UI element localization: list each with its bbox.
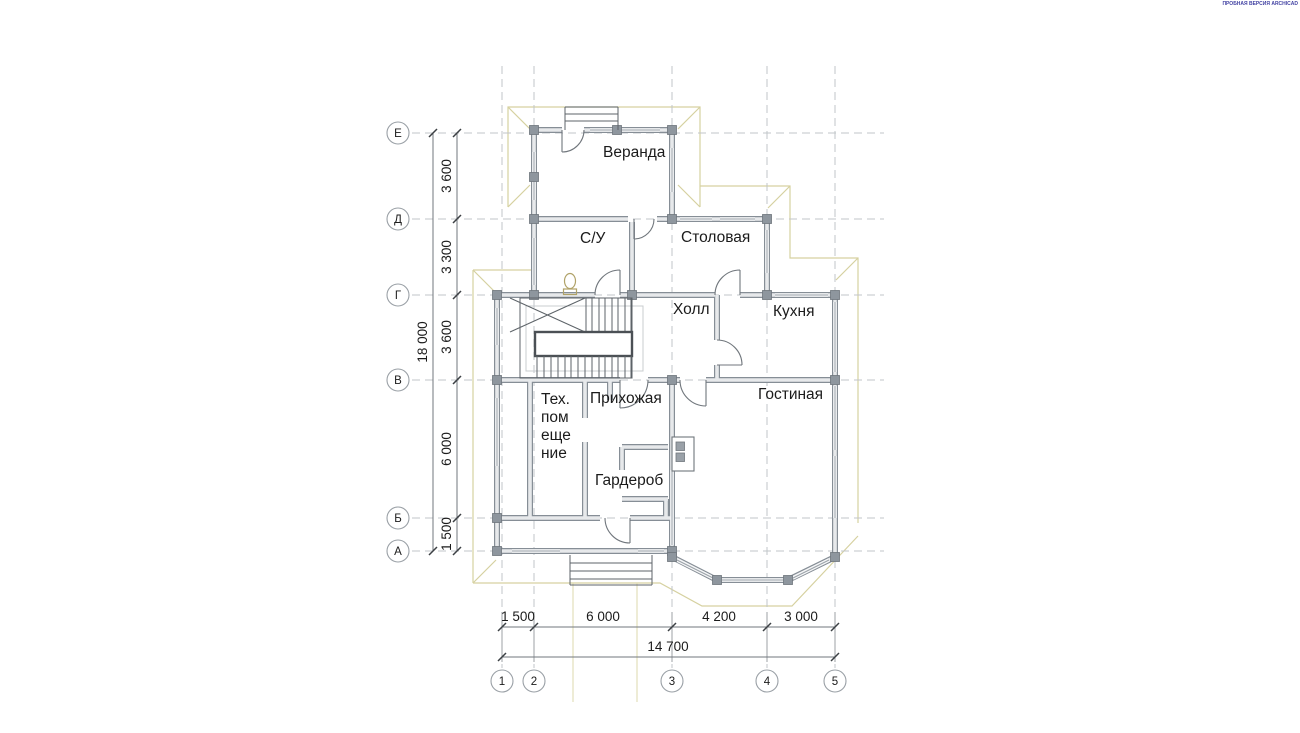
dim-bottom-total: 14 700 xyxy=(647,639,689,654)
dim-left-seg-5: 1 500 xyxy=(439,517,454,551)
axis-label-row-b: Б xyxy=(394,513,402,525)
dim-bottom-seg-3: 4 200 xyxy=(702,609,736,624)
axis-label-col-5: 5 xyxy=(831,676,839,688)
room-label-living: Гостиная xyxy=(758,386,824,403)
axis-label-col-3: 3 xyxy=(668,676,676,688)
room-label-veranda: Веранда xyxy=(603,144,666,161)
dim-left-seg-1: 3 600 xyxy=(439,159,454,193)
room-label-tech-line1: Тех. xyxy=(541,391,570,408)
room-label-dining: Столовая xyxy=(681,229,751,246)
dim-left-seg-2: 3 300 xyxy=(439,240,454,274)
dim-bottom-seg-4: 3 000 xyxy=(784,609,818,624)
staircase xyxy=(510,298,643,378)
dim-left-seg-4: 6 000 xyxy=(439,432,454,466)
room-label-tech-line4: ние xyxy=(541,445,567,462)
dim-left-total: 18 000 xyxy=(415,321,430,363)
axis-label-col-1: 1 xyxy=(498,676,506,688)
axis-label-row-g: Г xyxy=(394,290,402,302)
axis-label-col-2: 2 xyxy=(530,676,538,688)
bottom-dimension-chain xyxy=(498,609,839,662)
room-label-tech-line3: еще xyxy=(541,427,571,444)
dim-left-seg-3: 3 600 xyxy=(439,320,454,354)
axis-bubbles-rows xyxy=(387,122,409,562)
room-label-su: С/У xyxy=(580,230,606,247)
axis-label-row-v: В xyxy=(394,375,402,387)
dim-bottom-seg-1: 1 500 xyxy=(501,609,535,624)
axis-label-row-e: Е xyxy=(394,128,402,140)
entry-steps xyxy=(565,107,652,585)
axis-bubbles-columns xyxy=(491,670,846,692)
left-dimension-chain xyxy=(415,129,461,555)
fireplace xyxy=(672,437,694,471)
axis-label-col-4: 4 xyxy=(763,676,771,688)
toilet-fixture xyxy=(564,274,577,295)
axis-label-row-a: А xyxy=(394,546,402,558)
room-label-hall: Холл xyxy=(673,301,710,318)
dim-bottom-seg-2: 6 000 xyxy=(586,609,620,624)
watermark-text: ПРОБНАЯ ВЕРСИЯ ARCHICAD xyxy=(1222,1,1298,7)
room-label-wardrobe: Гардероб xyxy=(595,472,664,489)
room-label-kitchen: Кухня xyxy=(773,303,815,320)
axis-label-row-d: Д xyxy=(394,214,402,226)
room-label-tech xyxy=(541,391,571,462)
room-label-tech-line2: пом xyxy=(541,409,569,426)
room-label-entry: Прихожая xyxy=(590,390,662,407)
